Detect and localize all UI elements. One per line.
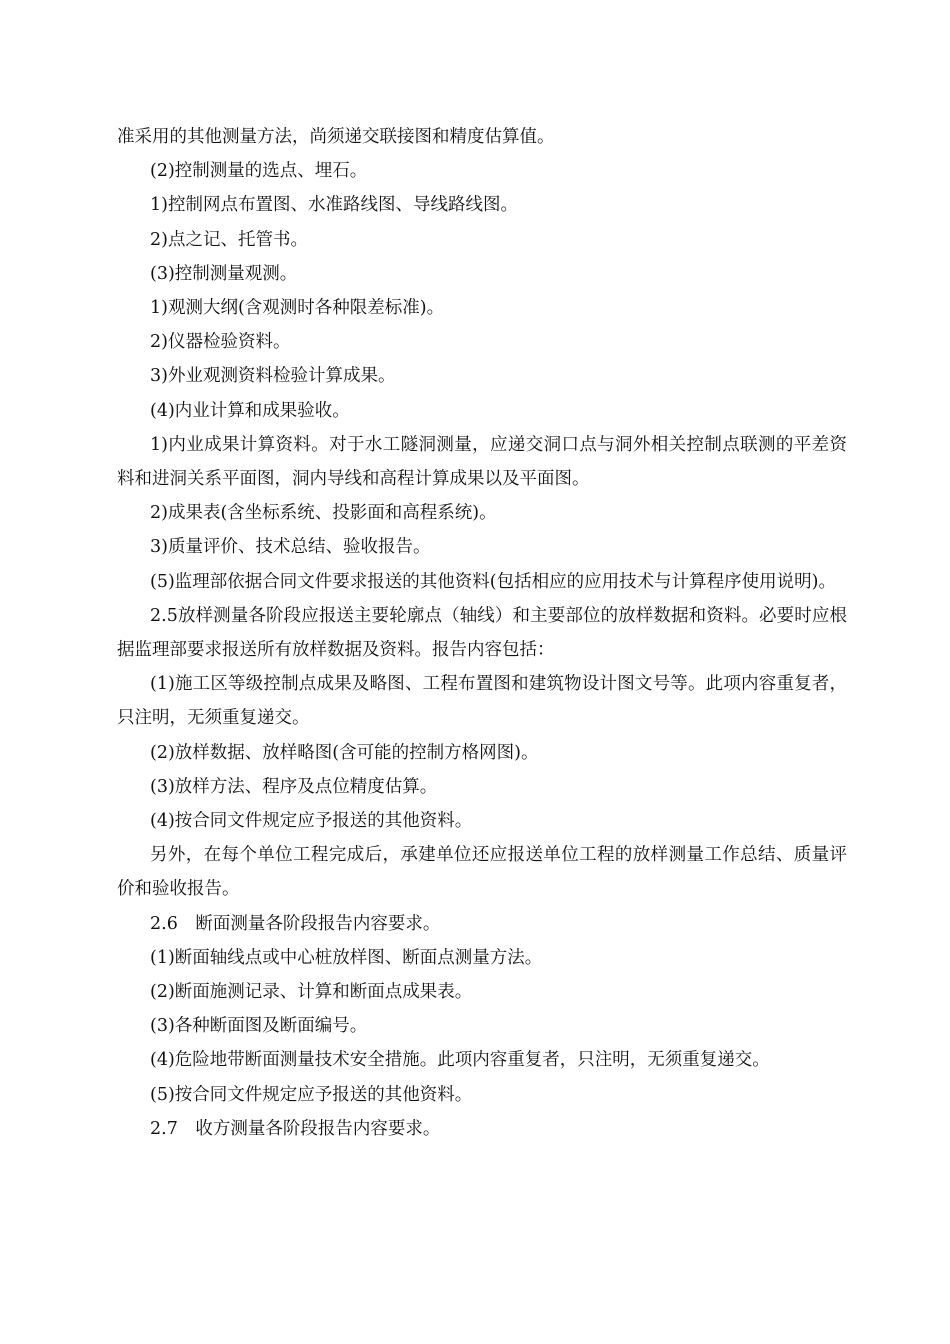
paragraph: 1)控制网点布置图、水准路线图、导线路线图。 — [150, 195, 518, 216]
paragraph: 2.7 收方测量各阶段报告内容要求。 — [150, 1118, 441, 1139]
paragraph: (5)按合同文件规定应予报送的其他资料。 — [150, 1084, 473, 1105]
paragraph: 1)观测大纲(含观测时各种限差标准)。 — [150, 298, 445, 319]
paragraph: 2)点之记、托管书。 — [150, 229, 308, 250]
paragraph: 另外，在每个单位工程完成后，承建单位还应报送单位工程的放样测量工作总结、质量评价和验收报告。 — [117, 845, 847, 900]
paragraph: (2)断面施测记录、计算和断面点成果表。 — [150, 982, 473, 1003]
paragraph: (1)断面轴线点或中心桩放样图、断面点测量方法。 — [150, 947, 543, 968]
paragraph: 3)外业观测资料检验计算成果。 — [150, 366, 396, 387]
paragraph: 2.6 断面测量各阶段报告内容要求。 — [150, 913, 441, 934]
paragraph: (3)放样方法、程序及点位精度估算。 — [150, 776, 438, 797]
paragraph: (2)控制测量的选点、埋石。 — [150, 161, 368, 182]
paragraph: (3)各种断面图及断面编号。 — [150, 1016, 368, 1037]
paragraph: (4)危险地带断面测量技术安全措施。此项内容重复者，只注明，无须重复递交。 — [150, 1050, 770, 1071]
paragraph: (3)控制测量观测。 — [150, 263, 298, 284]
paragraph: 2)成果表(含坐标系统、投影面和高程系统)。 — [150, 503, 497, 524]
paragraph: (5)监理部依据合同文件要求报送的其他资料(包括相应的应用技术与计算程序使用说明)。 — [150, 571, 836, 592]
paragraph: (4)内业计算和成果验收。 — [150, 400, 350, 421]
paragraph: 2)仪器检验资料。 — [150, 332, 291, 353]
paragraph: 2.5放样测量各阶段应报送主要轮廓点（轴线）和主要部位的放样数据和资料。必要时应根据监理部要求报送所有放样数据及资料。报告内容包括： — [117, 605, 847, 661]
paragraph: (1)施工区等级控制点成果及略图、工程布置图和建筑物设计图文号等。此项内容重复者，只注明，无须重复递交。 — [117, 674, 847, 729]
paragraph: (4)按合同文件规定应予报送的其他资料。 — [150, 811, 473, 832]
paragraph: 3)质量评价、技术总结、验收报告。 — [150, 537, 431, 558]
paragraph: 准采用的其他测量方法，尚须递交联接图和精度估算值。 — [117, 127, 555, 147]
paragraph: 1)内业成果计算资料。对于水工隧洞测量，应递交洞口点与洞外相关控制点联测的平差资料和进洞关系平面图，洞内导线和高程计算成果以及平面图。 — [117, 434, 847, 490]
paragraph: (2)放样数据、放样略图(含可能的控制方格网图)。 — [150, 742, 539, 763]
document-body — [117, 120, 847, 1146]
